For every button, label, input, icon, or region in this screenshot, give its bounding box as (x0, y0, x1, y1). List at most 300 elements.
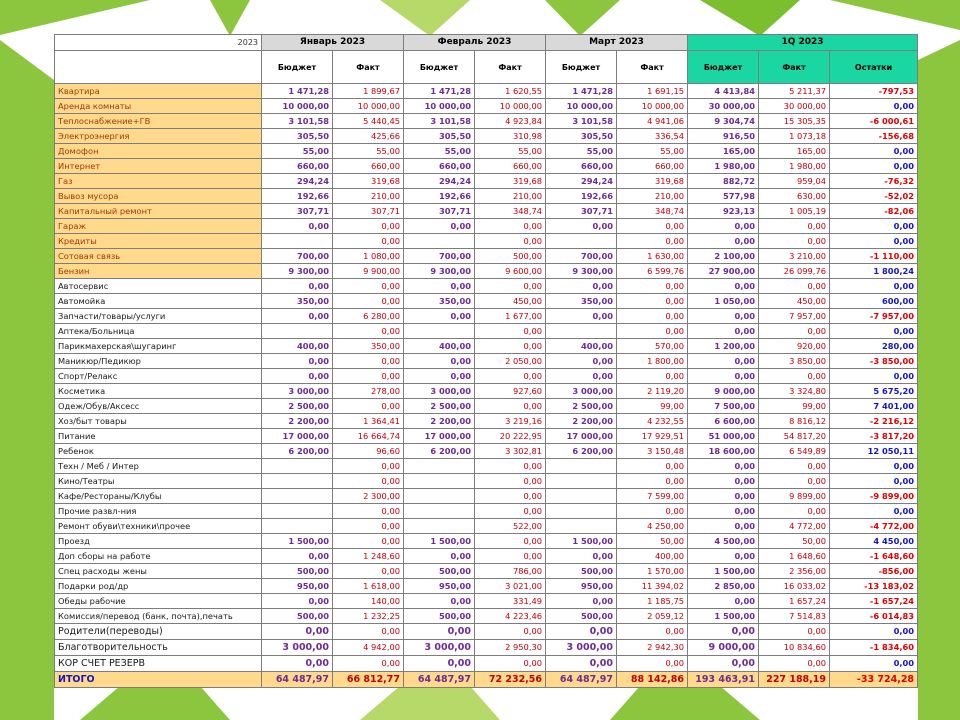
cell-budget-q[interactable]: 2 100,00 (688, 249, 759, 264)
cell-fact-mar[interactable]: 0,00 (617, 219, 688, 234)
cell-budget-mar[interactable]: 192,66 (546, 189, 617, 204)
total-fact-mar[interactable]: 88 142,86 (617, 672, 688, 688)
cell-budget-q[interactable]: 30 000,00 (688, 99, 759, 114)
cell-budget-q[interactable]: 1 500,00 (688, 564, 759, 579)
cell-fact-mar[interactable]: 1 800,00 (617, 354, 688, 369)
cell-fact-mar[interactable]: 0,00 (617, 624, 688, 640)
cell-fact-q[interactable]: 4 772,00 (759, 519, 830, 534)
cell-fact-feb[interactable]: 0,00 (475, 656, 546, 672)
row-label[interactable]: Кредиты (55, 234, 262, 249)
cell-fact-feb[interactable]: 3 021,00 (475, 579, 546, 594)
cell-fact-mar[interactable]: 348,74 (617, 204, 688, 219)
cell-rest[interactable]: -856,00 (830, 564, 918, 579)
row-label[interactable]: КОР СЧЕТ РЕЗЕРВ (55, 656, 262, 672)
cell-budget-q[interactable]: 0,00 (688, 594, 759, 609)
cell-rest[interactable]: 0,00 (830, 656, 918, 672)
cell-fact-feb[interactable]: 2 950,30 (475, 640, 546, 656)
cell-fact-mar[interactable]: 1 630,00 (617, 249, 688, 264)
col-header-fact[interactable]: Факт (333, 51, 404, 84)
cell-fact-mar[interactable]: 0,00 (617, 474, 688, 489)
cell-fact-feb[interactable]: 1 677,00 (475, 309, 546, 324)
cell-rest[interactable]: 0,00 (830, 144, 918, 159)
cell-fact-mar[interactable]: 0,00 (617, 369, 688, 384)
month-header-jan[interactable]: Январь 2023 (262, 35, 404, 51)
month-header-feb[interactable]: Февраль 2023 (404, 35, 546, 51)
cell-rest[interactable]: 0,00 (830, 624, 918, 640)
cell-fact-mar[interactable]: 4 250,00 (617, 519, 688, 534)
cell-budget-feb[interactable]: 307,71 (404, 204, 475, 219)
cell-budget-q[interactable]: 27 900,00 (688, 264, 759, 279)
cell-rest[interactable]: 0,00 (830, 504, 918, 519)
cell-rest[interactable]: -7 957,00 (830, 309, 918, 324)
cell-budget-mar[interactable]: 307,71 (546, 204, 617, 219)
cell-rest[interactable]: -3 850,00 (830, 354, 918, 369)
total-budget-q[interactable]: 193 463,91 (688, 672, 759, 688)
row-label[interactable]: Техн / Меб / Интер (55, 459, 262, 474)
cell-fact-q[interactable]: 0,00 (759, 279, 830, 294)
cell-budget-feb[interactable]: 0,00 (404, 309, 475, 324)
cell-budget-feb[interactable]: 192,66 (404, 189, 475, 204)
cell-rest[interactable]: 0,00 (830, 369, 918, 384)
cell-budget-mar[interactable]: 55,00 (546, 144, 617, 159)
cell-fact-mar[interactable]: 50,00 (617, 534, 688, 549)
cell-rest[interactable]: -6 000,61 (830, 114, 918, 129)
cell-budget-q[interactable]: 0,00 (688, 489, 759, 504)
cell-budget-feb[interactable]: 0,00 (404, 354, 475, 369)
cell-budget-mar[interactable]: 0,00 (546, 549, 617, 564)
cell-budget-mar[interactable]: 0,00 (546, 656, 617, 672)
cell-budget-feb[interactable]: 400,00 (404, 339, 475, 354)
cell-budget-jan[interactable]: 350,00 (262, 294, 333, 309)
cell-budget-feb[interactable]: 0,00 (404, 549, 475, 564)
cell-rest[interactable]: -156,68 (830, 129, 918, 144)
cell-budget-feb[interactable]: 305,50 (404, 129, 475, 144)
cell-fact-q[interactable]: 0,00 (759, 219, 830, 234)
row-label[interactable]: Доп сборы на работе (55, 549, 262, 564)
cell-rest[interactable]: -82,06 (830, 204, 918, 219)
row-label[interactable]: Ребенок (55, 444, 262, 459)
cell-fact-q[interactable]: 5 211,37 (759, 84, 830, 99)
col-header-q-fact[interactable]: Факт (759, 51, 830, 84)
cell-budget-feb[interactable]: 3 101,58 (404, 114, 475, 129)
cell-fact-q[interactable]: 0,00 (759, 504, 830, 519)
cell-budget-q[interactable]: 0,00 (688, 624, 759, 640)
row-label[interactable]: Электроэнергия (55, 129, 262, 144)
cell-budget-feb[interactable] (404, 324, 475, 339)
cell-fact-jan[interactable]: 350,00 (333, 339, 404, 354)
cell-budget-q[interactable]: 7 500,00 (688, 399, 759, 414)
cell-fact-feb[interactable]: 0,00 (475, 279, 546, 294)
cell-fact-feb[interactable]: 3 219,16 (475, 414, 546, 429)
cell-budget-feb[interactable]: 350,00 (404, 294, 475, 309)
cell-fact-q[interactable]: 1 005,19 (759, 204, 830, 219)
cell-fact-feb[interactable]: 0,00 (475, 219, 546, 234)
cell-budget-q[interactable]: 9 000,00 (688, 384, 759, 399)
col-header-budget[interactable]: Бюджет (546, 51, 617, 84)
cell-fact-feb[interactable]: 0,00 (475, 369, 546, 384)
cell-fact-jan[interactable]: 1 248,60 (333, 549, 404, 564)
cell-budget-q[interactable]: 0,00 (688, 504, 759, 519)
cell-budget-mar[interactable]: 660,00 (546, 159, 617, 174)
cell-fact-mar[interactable]: 4 232,55 (617, 414, 688, 429)
cell-fact-jan[interactable]: 9 900,00 (333, 264, 404, 279)
cell-budget-feb[interactable]: 0,00 (404, 369, 475, 384)
cell-budget-mar[interactable]: 1 471,28 (546, 84, 617, 99)
cell-rest[interactable]: 0,00 (830, 279, 918, 294)
row-label[interactable]: Интернет (55, 159, 262, 174)
cell-budget-q[interactable]: 2 850,00 (688, 579, 759, 594)
cell-fact-jan[interactable]: 0,00 (333, 459, 404, 474)
cell-fact-jan[interactable]: 319,68 (333, 174, 404, 189)
cell-budget-mar[interactable] (546, 234, 617, 249)
cell-budget-feb[interactable]: 950,00 (404, 579, 475, 594)
cell-rest[interactable]: -13 183,02 (830, 579, 918, 594)
cell-fact-jan[interactable]: 278,00 (333, 384, 404, 399)
cell-fact-jan[interactable]: 0,00 (333, 624, 404, 640)
quarter-header[interactable]: 1Q 2023 (688, 35, 918, 51)
total-rest[interactable]: -33 724,28 (830, 672, 918, 688)
cell-rest[interactable]: -1 834,60 (830, 640, 918, 656)
row-label[interactable]: Бензин (55, 264, 262, 279)
cell-budget-feb[interactable] (404, 234, 475, 249)
cell-budget-jan[interactable]: 1 471,28 (262, 84, 333, 99)
row-label[interactable]: Автомойка (55, 294, 262, 309)
cell-budget-mar[interactable]: 0,00 (546, 624, 617, 640)
row-label[interactable]: Спец расходы жены (55, 564, 262, 579)
row-label[interactable]: Маникюр/Педикюр (55, 354, 262, 369)
cell-budget-jan[interactable] (262, 489, 333, 504)
cell-budget-q[interactable]: 0,00 (688, 279, 759, 294)
cell-rest[interactable]: 0,00 (830, 459, 918, 474)
cell-budget-feb[interactable]: 10 000,00 (404, 99, 475, 114)
cell-budget-jan[interactable]: 0,00 (262, 549, 333, 564)
cell-budget-jan[interactable]: 0,00 (262, 309, 333, 324)
cell-fact-q[interactable]: 26 099,76 (759, 264, 830, 279)
cell-rest[interactable]: 0,00 (830, 474, 918, 489)
cell-fact-mar[interactable]: 319,68 (617, 174, 688, 189)
cell-fact-q[interactable]: 0,00 (759, 324, 830, 339)
cell-budget-mar[interactable]: 950,00 (546, 579, 617, 594)
cell-budget-mar[interactable]: 2 500,00 (546, 399, 617, 414)
cell-fact-jan[interactable]: 0,00 (333, 534, 404, 549)
total-fact-q[interactable]: 227 188,19 (759, 672, 830, 688)
cell-budget-feb[interactable]: 500,00 (404, 609, 475, 624)
cell-budget-q[interactable]: 1 050,00 (688, 294, 759, 309)
cell-budget-q[interactable]: 165,00 (688, 144, 759, 159)
cell-budget-jan[interactable]: 950,00 (262, 579, 333, 594)
row-label[interactable]: Парикмахерская\шугаринг (55, 339, 262, 354)
cell-budget-jan[interactable] (262, 324, 333, 339)
cell-fact-mar[interactable]: 2 059,12 (617, 609, 688, 624)
cell-budget-q[interactable]: 0,00 (688, 354, 759, 369)
cell-fact-feb[interactable]: 0,00 (475, 534, 546, 549)
cell-budget-mar[interactable]: 0,00 (546, 309, 617, 324)
cell-fact-mar[interactable]: 1 185,75 (617, 594, 688, 609)
cell-budget-q[interactable]: 0,00 (688, 474, 759, 489)
row-label[interactable]: Благотворительность (55, 640, 262, 656)
month-header-mar[interactable]: Март 2023 (546, 35, 688, 51)
row-label[interactable]: Домофон (55, 144, 262, 159)
cell-fact-jan[interactable]: 0,00 (333, 369, 404, 384)
cell-budget-feb[interactable]: 700,00 (404, 249, 475, 264)
cell-fact-q[interactable]: 8 816,12 (759, 414, 830, 429)
row-label[interactable]: Спорт/Релакс (55, 369, 262, 384)
cell-fact-q[interactable]: 3 850,00 (759, 354, 830, 369)
cell-fact-feb[interactable]: 4 223,46 (475, 609, 546, 624)
cell-fact-feb[interactable]: 927,60 (475, 384, 546, 399)
cell-fact-feb[interactable]: 0,00 (475, 459, 546, 474)
cell-fact-mar[interactable]: 99,00 (617, 399, 688, 414)
cell-fact-jan[interactable]: 0,00 (333, 564, 404, 579)
cell-fact-jan[interactable]: 0,00 (333, 519, 404, 534)
cell-budget-q[interactable]: 882,72 (688, 174, 759, 189)
cell-fact-jan[interactable]: 6 280,00 (333, 309, 404, 324)
row-label[interactable]: Косметика (55, 384, 262, 399)
cell-fact-q[interactable]: 959,04 (759, 174, 830, 189)
cell-fact-jan[interactable]: 5 440,45 (333, 114, 404, 129)
cell-fact-q[interactable]: 10 834,60 (759, 640, 830, 656)
cell-budget-feb[interactable]: 3 000,00 (404, 384, 475, 399)
cell-fact-jan[interactable]: 0,00 (333, 474, 404, 489)
cell-budget-jan[interactable]: 0,00 (262, 656, 333, 672)
cell-budget-feb[interactable]: 500,00 (404, 564, 475, 579)
cell-fact-mar[interactable]: 0,00 (617, 294, 688, 309)
row-label[interactable]: Аптека/Больница (55, 324, 262, 339)
cell-fact-q[interactable]: 16 033,02 (759, 579, 830, 594)
cell-budget-jan[interactable]: 700,00 (262, 249, 333, 264)
cell-budget-jan[interactable]: 307,71 (262, 204, 333, 219)
cell-budget-q[interactable]: 0,00 (688, 656, 759, 672)
row-label[interactable]: Кино/Театры (55, 474, 262, 489)
cell-fact-feb[interactable]: 9 600,00 (475, 264, 546, 279)
row-label[interactable]: Теплоснабжение+ГВ (55, 114, 262, 129)
cell-rest[interactable]: -1 648,60 (830, 549, 918, 564)
cell-budget-jan[interactable]: 3 000,00 (262, 640, 333, 656)
cell-fact-jan[interactable]: 1 364,41 (333, 414, 404, 429)
cell-fact-jan[interactable]: 0,00 (333, 294, 404, 309)
cell-fact-mar[interactable]: 0,00 (617, 459, 688, 474)
cell-budget-feb[interactable] (404, 474, 475, 489)
cell-fact-jan[interactable]: 1 232,25 (333, 609, 404, 624)
cell-rest[interactable]: -9 899,00 (830, 489, 918, 504)
row-label[interactable]: Запчасти/товары/услуги (55, 309, 262, 324)
cell-budget-feb[interactable]: 3 000,00 (404, 640, 475, 656)
row-label[interactable]: Комиссия/перевод (банк, почта),печать (55, 609, 262, 624)
cell-budget-q[interactable]: 0,00 (688, 519, 759, 534)
cell-budget-mar[interactable]: 17 000,00 (546, 429, 617, 444)
cell-budget-mar[interactable]: 3 000,00 (546, 384, 617, 399)
cell-rest[interactable]: -2 216,12 (830, 414, 918, 429)
cell-budget-q[interactable]: 9 304,74 (688, 114, 759, 129)
cell-fact-q[interactable]: 0,00 (759, 369, 830, 384)
cell-budget-q[interactable]: 0,00 (688, 324, 759, 339)
cell-budget-jan[interactable]: 3 101,58 (262, 114, 333, 129)
cell-budget-q[interactable]: 18 600,00 (688, 444, 759, 459)
cell-budget-jan[interactable]: 17 000,00 (262, 429, 333, 444)
cell-fact-mar[interactable]: 17 929,51 (617, 429, 688, 444)
cell-fact-q[interactable]: 630,00 (759, 189, 830, 204)
cell-fact-jan[interactable]: 0,00 (333, 354, 404, 369)
cell-budget-jan[interactable]: 0,00 (262, 594, 333, 609)
cell-fact-jan[interactable]: 0,00 (333, 279, 404, 294)
cell-fact-feb[interactable]: 319,68 (475, 174, 546, 189)
col-header-fact[interactable]: Факт (617, 51, 688, 84)
cell-budget-feb[interactable] (404, 519, 475, 534)
cell-budget-mar[interactable]: 1 500,00 (546, 534, 617, 549)
cell-budget-q[interactable]: 6 600,00 (688, 414, 759, 429)
total-label[interactable]: ИТОГО (55, 672, 262, 688)
cell-budget-mar[interactable]: 0,00 (546, 279, 617, 294)
cell-budget-q[interactable]: 0,00 (688, 219, 759, 234)
cell-fact-q[interactable]: 0,00 (759, 474, 830, 489)
cell-fact-q[interactable]: 1 980,00 (759, 159, 830, 174)
col-header-budget[interactable]: Бюджет (262, 51, 333, 84)
cell-fact-jan[interactable]: 1 080,00 (333, 249, 404, 264)
cell-fact-jan[interactable]: 140,00 (333, 594, 404, 609)
cell-budget-jan[interactable] (262, 519, 333, 534)
cell-fact-jan[interactable]: 1 618,00 (333, 579, 404, 594)
cell-budget-feb[interactable]: 660,00 (404, 159, 475, 174)
cell-fact-q[interactable]: 30 000,00 (759, 99, 830, 114)
cell-fact-q[interactable]: 7 957,00 (759, 309, 830, 324)
cell-budget-jan[interactable]: 55,00 (262, 144, 333, 159)
cell-fact-feb[interactable]: 2 050,00 (475, 354, 546, 369)
cell-fact-jan[interactable]: 0,00 (333, 219, 404, 234)
cell-fact-feb[interactable]: 0,00 (475, 489, 546, 504)
cell-fact-q[interactable]: 1 073,18 (759, 129, 830, 144)
cell-fact-jan[interactable]: 1 899,67 (333, 84, 404, 99)
cell-budget-mar[interactable] (546, 474, 617, 489)
cell-budget-jan[interactable]: 0,00 (262, 369, 333, 384)
cell-fact-mar[interactable]: 2 119,20 (617, 384, 688, 399)
cell-budget-q[interactable]: 577,98 (688, 189, 759, 204)
cell-fact-feb[interactable]: 0,00 (475, 474, 546, 489)
cell-budget-mar[interactable]: 0,00 (546, 594, 617, 609)
cell-fact-mar[interactable]: 0,00 (617, 656, 688, 672)
cell-rest[interactable]: 0,00 (830, 99, 918, 114)
cell-fact-mar[interactable]: 4 941,06 (617, 114, 688, 129)
cell-budget-mar[interactable]: 305,50 (546, 129, 617, 144)
cell-budget-jan[interactable]: 9 300,00 (262, 264, 333, 279)
row-label[interactable]: Капитальный ремонт (55, 204, 262, 219)
cell-budget-feb[interactable]: 0,00 (404, 219, 475, 234)
year-cell[interactable]: 2023 (55, 35, 262, 51)
cell-fact-feb[interactable]: 0,00 (475, 504, 546, 519)
cell-fact-feb[interactable]: 0,00 (475, 624, 546, 640)
cell-fact-feb[interactable]: 3 302,81 (475, 444, 546, 459)
row-label[interactable]: Гараж (55, 219, 262, 234)
cell-fact-mar[interactable]: 6 599,76 (617, 264, 688, 279)
cell-rest[interactable]: 0,00 (830, 324, 918, 339)
cell-fact-mar[interactable]: 400,00 (617, 549, 688, 564)
cell-budget-q[interactable]: 4 500,00 (688, 534, 759, 549)
cell-fact-q[interactable]: 6 549,89 (759, 444, 830, 459)
cell-budget-mar[interactable]: 500,00 (546, 564, 617, 579)
row-label[interactable]: Кафе/Рестораны/Клубы (55, 489, 262, 504)
cell-budget-mar[interactable]: 0,00 (546, 354, 617, 369)
cell-budget-mar[interactable] (546, 459, 617, 474)
cell-budget-mar[interactable]: 0,00 (546, 219, 617, 234)
cell-fact-feb[interactable]: 331,49 (475, 594, 546, 609)
cell-fact-q[interactable]: 7 514,83 (759, 609, 830, 624)
total-budget-mar[interactable]: 64 487,97 (546, 672, 617, 688)
cell-fact-jan[interactable]: 10 000,00 (333, 99, 404, 114)
cell-rest[interactable]: 0,00 (830, 234, 918, 249)
row-label[interactable]: Аренда комнаты (55, 99, 262, 114)
cell-budget-feb[interactable] (404, 504, 475, 519)
total-fact-jan[interactable]: 66 812,77 (333, 672, 404, 688)
cell-budget-feb[interactable] (404, 459, 475, 474)
cell-fact-q[interactable]: 450,00 (759, 294, 830, 309)
cell-budget-jan[interactable]: 0,00 (262, 219, 333, 234)
cell-fact-feb[interactable]: 210,00 (475, 189, 546, 204)
cell-budget-feb[interactable]: 9 300,00 (404, 264, 475, 279)
row-label[interactable]: Газ (55, 174, 262, 189)
cell-fact-q[interactable]: 1 648,60 (759, 549, 830, 564)
cell-fact-feb[interactable]: 55,00 (475, 144, 546, 159)
cell-fact-mar[interactable]: 2 942,30 (617, 640, 688, 656)
cell-budget-feb[interactable]: 1 471,28 (404, 84, 475, 99)
cell-budget-q[interactable]: 1 980,00 (688, 159, 759, 174)
cell-budget-mar[interactable]: 0,00 (546, 369, 617, 384)
row-label[interactable]: Одеж/Обув/Аксесс (55, 399, 262, 414)
row-label[interactable]: Ремонт обуви\техники\прочее (55, 519, 262, 534)
cell-budget-jan[interactable]: 0,00 (262, 354, 333, 369)
cell-budget-mar[interactable]: 6 200,00 (546, 444, 617, 459)
cell-fact-feb[interactable]: 0,00 (475, 324, 546, 339)
cell-budget-mar[interactable]: 3 101,58 (546, 114, 617, 129)
cell-fact-mar[interactable]: 0,00 (617, 324, 688, 339)
cell-fact-feb[interactable]: 450,00 (475, 294, 546, 309)
cell-fact-feb[interactable]: 0,00 (475, 549, 546, 564)
cell-budget-q[interactable]: 0,00 (688, 369, 759, 384)
cell-budget-feb[interactable]: 0,00 (404, 594, 475, 609)
cell-budget-jan[interactable]: 294,24 (262, 174, 333, 189)
cell-budget-jan[interactable]: 2 500,00 (262, 399, 333, 414)
cell-fact-mar[interactable]: 0,00 (617, 309, 688, 324)
cell-budget-feb[interactable] (404, 489, 475, 504)
cell-fact-mar[interactable]: 11 394,02 (617, 579, 688, 594)
cell-rest[interactable]: -76,32 (830, 174, 918, 189)
cell-fact-mar[interactable]: 570,00 (617, 339, 688, 354)
cell-fact-q[interactable]: 99,00 (759, 399, 830, 414)
cell-budget-jan[interactable]: 660,00 (262, 159, 333, 174)
row-label[interactable]: Питание (55, 429, 262, 444)
cell-rest[interactable]: -6 014,83 (830, 609, 918, 624)
cell-fact-jan[interactable]: 0,00 (333, 656, 404, 672)
cell-fact-jan[interactable]: 4 942,00 (333, 640, 404, 656)
row-label[interactable]: Квартира (55, 84, 262, 99)
cell-rest[interactable]: 600,00 (830, 294, 918, 309)
cell-rest[interactable]: -797,53 (830, 84, 918, 99)
cell-fact-feb[interactable]: 786,00 (475, 564, 546, 579)
cell-budget-q[interactable]: 1 200,00 (688, 339, 759, 354)
cell-budget-mar[interactable]: 294,24 (546, 174, 617, 189)
cell-budget-feb[interactable]: 1 500,00 (404, 534, 475, 549)
cell-fact-jan[interactable]: 96,60 (333, 444, 404, 459)
cell-fact-feb[interactable]: 0,00 (475, 234, 546, 249)
cell-budget-q[interactable]: 923,13 (688, 204, 759, 219)
row-label[interactable]: Подарки род/др (55, 579, 262, 594)
cell-fact-mar[interactable]: 3 150,48 (617, 444, 688, 459)
cell-budget-mar[interactable]: 700,00 (546, 249, 617, 264)
cell-fact-feb[interactable]: 4 923,84 (475, 114, 546, 129)
row-label[interactable]: Хоз/быт товары (55, 414, 262, 429)
cell-fact-q[interactable]: 0,00 (759, 656, 830, 672)
cell-rest[interactable]: -4 772,00 (830, 519, 918, 534)
cell-fact-feb[interactable]: 500,00 (475, 249, 546, 264)
cell-budget-jan[interactable] (262, 234, 333, 249)
